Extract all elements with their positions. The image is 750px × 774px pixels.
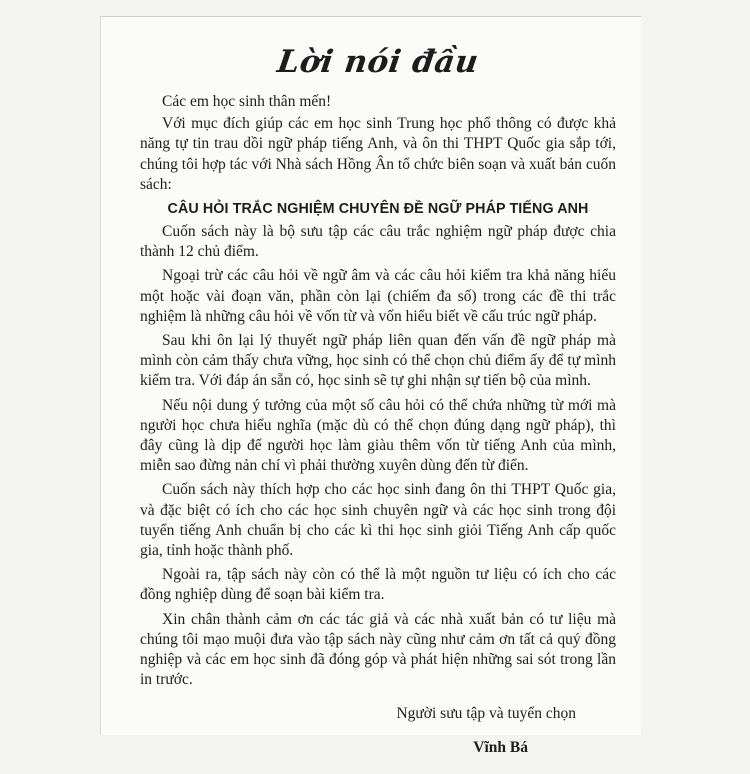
paragraph-5: Cuốn sách này thích hợp cho các học sinh đang ôn thi THPT Quốc gia, và đặc biệt có ích cho các học sinh chuyên ngữ và các học sinh trong đội tuyển tiếng Anh chuẩn bị cho các kì thi học sinh giỏi Tiếng Anh cấp quốc gia, tỉnh hoặc thành phố. <box>140 481 616 560</box>
paragraph-3: Sau khi ôn lại lý thuyết ngữ pháp liên quan đến vấn đề ngữ pháp mà mình còn cảm thấy chưa vững, học sinh có thể chọn chủ điểm ấy để tự mình kiểm tra. Với đáp án sẵn có, học sinh sẽ tự ghi nhận sự tiến bộ của mình. <box>140 332 616 390</box>
greeting-text: Các em học sinh thân mến! <box>162 93 332 110</box>
page-title: Lời nói đầu <box>275 44 481 80</box>
paragraph-6: Ngoài ra, tập sách này còn có thể là một nguồn tư liệu có ích cho các đồng nghiệp dùng để soạn bài kiểm tra. <box>140 566 616 604</box>
signature-block <box>140 704 616 758</box>
paragraph-1: Cuốn sách này là bộ sưu tập các câu trắc nghiệm ngữ pháp được chia thành 12 chủ điểm. <box>140 223 616 261</box>
book-title: CÂU HỎI TRẮC NGHIỆM CHUYÊN ĐỀ NGỮ PHÁP TIẾNG ANH <box>167 201 589 218</box>
paragraph-2: Ngoại trừ các câu hỏi về ngữ âm và các câu hỏi kiểm tra khả năng hiểu một hoặc vài đoạn văn, phần còn lại (chiếm đa số) trong các đề thi trắc nghiệm là những câu hỏi về vốn từ và vốn hiểu biết về cấu trúc ngữ pháp. <box>140 267 616 325</box>
preface-content <box>140 42 616 774</box>
signature-role: Người sưu tập và tuyển chọn <box>396 705 576 723</box>
paragraph-4: Nếu nội dung ý tưởng của một số câu hỏi có thể chứa những từ mới mà người học chưa hiểu nghĩa (mặc dù có thể chọn đúng dạng ngữ pháp), thì đây cũng là dịp để người học làm giàu thêm vốn từ tiếng Anh của mình, miễn sao đừng nản chí vì phải thường xuyên dùng đến từ điển. <box>140 396 616 475</box>
signature-name: Vĩnh Bá <box>473 739 528 757</box>
paragraph-7: Xin chân thành cảm ơn các tác giả và các nhà xuất bản có tư liệu mà chúng tôi mạo muội đưa vào tập sách này cũng như cảm ơn tất cả quý đồng nghiệp và các em học sinh đã đóng góp và phát hiện những sai sót trong lần in trước. <box>140 610 616 689</box>
intro-paragraph: Với mục đích giúp các em học sinh Trung học phổ thông có được khả năng tự tin trau dồi ngữ pháp tiếng Anh, và ôn thi THPT Quốc gia sắp tới, chúng tôi hợp tác với Nhà sách Hồng Ân tổ chức biên soạn và xuất bản cuốn sách: <box>140 115 616 193</box>
